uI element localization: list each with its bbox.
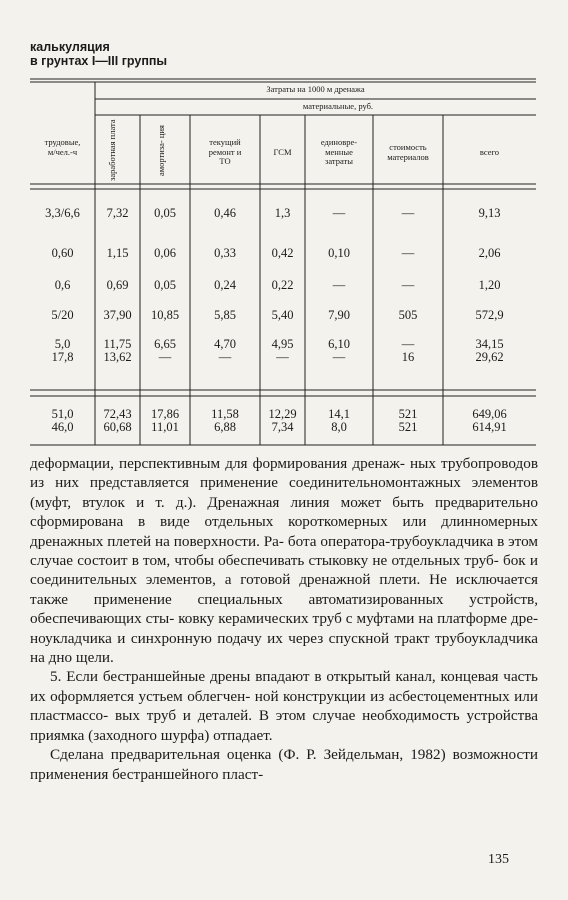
totals-row-2-cell-5: 7,34 <box>271 420 294 434</box>
table-row-5-cell-6: 6,10 <box>328 337 350 351</box>
table-row-3-cell-3: 0,05 <box>154 278 176 292</box>
cost-table <box>30 76 536 448</box>
table-row-4-cell-8: 572,9 <box>475 308 504 322</box>
table-row-4-cell-2: 37,90 <box>103 308 132 322</box>
text-line: сформирована в виде отдельных короткомерных или <box>30 513 427 531</box>
text-line: в том, чтобы обеспечивать стыковку не отдельных труб- <box>131 552 499 570</box>
text-line: плети. Не исключается также применение специальных <box>30 571 538 608</box>
table-row-2-cell-8: 2,06 <box>478 246 501 260</box>
totals-row-2-cell-8: 614,91 <box>472 420 507 434</box>
table-row-4-cell-6: 7,90 <box>328 308 350 322</box>
totals-row-1-cell-5: 12,29 <box>268 407 297 421</box>
table-row-2-cell-6: 0,10 <box>328 246 350 260</box>
table-row-3-cell-2: 0,69 <box>106 278 129 292</box>
table-row-1-cell-5: 1,3 <box>274 206 291 220</box>
header-costs: Затраты на 1000 м дренажа <box>266 84 365 94</box>
table-row-5-cell-2: 11,75 <box>103 337 132 351</box>
header-amortization: амортиза- ция <box>156 125 166 177</box>
header-repair: текущий ремонт и ТО <box>208 137 242 166</box>
text-line: бота оператора-трубоукладчика в этом случае состоит <box>30 532 538 570</box>
table-row-5-cell-3: 6,65 <box>154 337 176 351</box>
totals-row-1-cell-8: 649,06 <box>472 407 507 421</box>
header-labor: трудовые, м/чел.-ч <box>44 137 81 157</box>
text-line: деформации, перспективным для формирования дренаж- <box>30 455 405 472</box>
table-row-1-cell-4: 0,46 <box>214 206 236 220</box>
totals-row-2-cell-2: 60,68 <box>103 420 132 434</box>
text-line: Сделана предварительная оценка (Ф. Р. Зейдельман, <box>50 746 404 764</box>
table-row-5-cell-1: 5,0 <box>54 337 71 351</box>
header-wage: заработная плата <box>107 119 117 181</box>
totals-row-2-cell-6: 8,0 <box>331 420 347 434</box>
text-line: 5. Если бестраншейные дрены впадают в открытый <box>50 668 391 686</box>
table-row-2-cell-3: 0,06 <box>154 246 176 260</box>
totals-row-1-cell-3: 17,86 <box>150 407 180 421</box>
text-line: вых труб и деталей. В этом случае необходимость <box>114 707 460 725</box>
table-row-3-cell-4: 0,24 <box>214 278 236 292</box>
table-row-3-cell-5: 0,22 <box>271 278 294 292</box>
text-line: длинномерных дренажных плетей на поверхности. Ра- <box>30 513 538 550</box>
table-row-1-cell-3: 0,05 <box>154 206 176 220</box>
table-row-6-cell-1: 17,8 <box>51 350 74 364</box>
table-row-2-cell-7: — <box>401 246 415 260</box>
table-row-2-cell-4: 0,33 <box>214 246 236 260</box>
table-row-5-cell-7: — <box>401 337 415 351</box>
table-row-3-cell-7: — <box>401 278 415 292</box>
header-material-cost: стоимость материалов <box>387 142 429 162</box>
table-row-2-cell-2: 1,15 <box>106 246 129 260</box>
totals-row-1-cell-6: 14,1 <box>328 407 350 421</box>
table-caption <box>30 40 167 68</box>
text-line: устройства приямка (заходного шурфа) отпадает. <box>30 707 539 744</box>
totals-row-2-cell-7: 521 <box>398 420 418 434</box>
table-row-6-cell-4: — <box>218 350 232 364</box>
table-row-6-cell-3: — <box>158 350 172 364</box>
table-rules <box>30 76 536 448</box>
totals-row-1-cell-2: 72,43 <box>103 407 132 421</box>
table-row-1-cell-2: 7,32 <box>106 206 129 220</box>
text-line: соединительномонтажных элементов (муфт, втулок <box>30 474 539 511</box>
text-line: ковку керамических труб с муфтами на платформе дре- <box>178 610 538 628</box>
table-row-5-cell-8: 34,15 <box>475 337 504 351</box>
table-row-4-cell-1: 5/20 <box>51 308 74 322</box>
totals-row-1-cell-4: 11,58 <box>211 407 239 421</box>
text-line: канал, концевая часть их оформляется устьем облегчен- <box>30 668 538 705</box>
text-line: 1982) возможности применения бестраншейного пласт- <box>30 746 538 783</box>
page-number: 135 <box>488 852 509 867</box>
paragraph-1 <box>30 454 538 667</box>
text-line: ной конструкции из асбестоцементных или пластмассо- <box>30 687 539 725</box>
totals-row-2-cell-1: 46,0 <box>51 420 74 434</box>
header-onetime: единовре- менные затраты <box>320 137 358 166</box>
paragraph-3 <box>30 745 538 784</box>
table-row-2-cell-1: 0,60 <box>51 246 74 260</box>
paragraph-2 <box>30 667 538 745</box>
table-row-4-cell-5: 5,40 <box>271 308 294 322</box>
header-total: всего <box>479 147 500 157</box>
table-row-3-cell-8: 1,20 <box>478 278 501 292</box>
table-row-6-cell-6: — <box>332 350 346 364</box>
table-row-2-cell-5: 0,42 <box>271 246 294 260</box>
text-line: автоматизированных устройств, обеспечивающих сты- <box>30 590 539 628</box>
totals-row-2-cell-3: 11,01 <box>151 420 179 434</box>
table-row-1-cell-8: 9,13 <box>478 206 501 220</box>
caption-line-1: калькуляция <box>30 40 110 54</box>
text-line: ных трубопроводов из них представляется применение <box>30 455 538 492</box>
table-row-3-cell-6: — <box>332 278 346 292</box>
table-row-6-cell-8: 29,62 <box>475 350 504 364</box>
table-row-4-cell-7: 505 <box>398 308 418 322</box>
table-row-1-cell-7: — <box>401 206 415 220</box>
table-row-6-cell-2: 13,62 <box>103 350 132 364</box>
body-text <box>30 454 538 784</box>
table-row-3-cell-1: 0,6 <box>54 278 71 292</box>
text-line: ноукладчика и синхронную подачу их через спускной <box>30 629 390 647</box>
table-row-4-cell-3: 10,85 <box>150 308 180 322</box>
table-row-5-cell-5: 4,95 <box>271 337 294 351</box>
header-fuel: ГСМ <box>273 147 292 157</box>
totals-row-1-cell-7: 521 <box>398 407 418 421</box>
text-line: и т. д.). Дренажная линия может быть предварительно <box>136 493 538 511</box>
table-row-1-cell-6: — <box>332 206 346 220</box>
table-row-5-cell-4: 4,70 <box>214 337 236 351</box>
text-line: бок и соединительных элементов, а готовой дренажной <box>30 552 539 589</box>
table-row-6-cell-7: 16 <box>401 350 415 364</box>
table-row-1-cell-1: 3,3/6,6 <box>45 206 80 220</box>
caption-line-2: в грунтах I—III группы <box>30 54 168 68</box>
table-row-4-cell-4: 5,85 <box>214 308 236 322</box>
text-line: тракт трубоукладчика на дно щели. <box>30 629 539 667</box>
header-material: материальные, руб. <box>302 101 374 111</box>
totals-row-1-cell-1: 51,0 <box>51 407 74 421</box>
totals-row-2-cell-4: 6,88 <box>214 420 236 434</box>
table-row-6-cell-5: — <box>276 350 289 364</box>
